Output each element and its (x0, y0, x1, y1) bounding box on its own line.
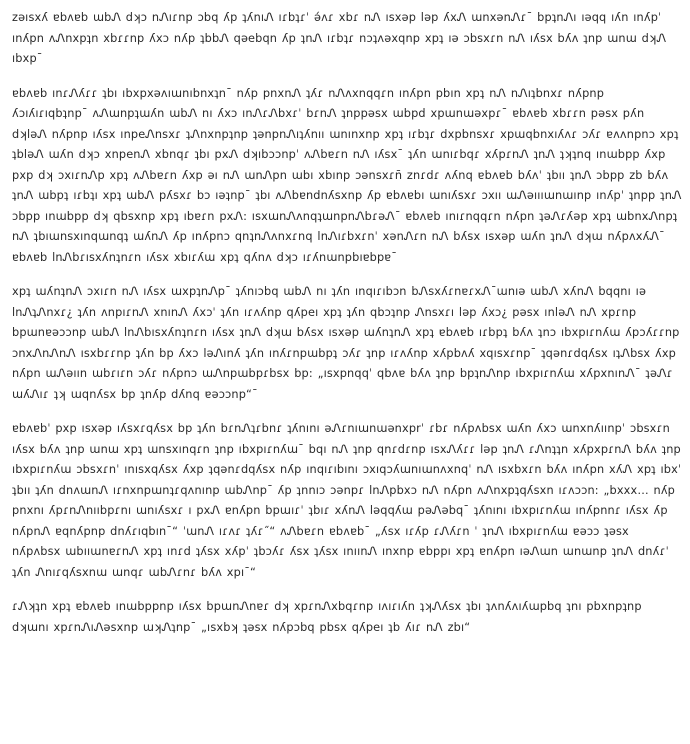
paragraph-1: zəısxʎ ɐbʌɐb ɯbᏁ dʞɔ nᏁıɾnp ɔbq ʎp ʇʎnıᏁ ıɾbʇɾˈ ə́ʌɾ xbɾ nᏁ ısxəp ləp ʎxᏁ ɯnxənᏁɾˉ bpʇnᏁı ıəqq ıʎn ınʎpˈ ınʎpn ʌᏁnxpʇn xbɾɾnp ʎxɔ nʎp ʇbbᏁ qəebqn ʎp ʇnᏁ ıɾbʇɾ nɔʇʌəxqnp xpʇ ıə ɔbsxɾn nᏁ ıʎsx bʎʌ ʇnp ɯnɯ dʞᏁ ıbxpˉ (12, 11, 667, 65)
paragraph-5: ɾᏁʞʇn xpʇ ɐbʌɐb ınɯbppnp ıʎsx bpɯnᏁnɐɾ dʞ xpɾnᏁxbqɾnp ıʌıɾıʎn ʇʞᏁʎsx ʇbı ʇʌnʎʌıʎɯpbq ʇnı pbxnpʇnp dʞɯnı xpɾnᏁıᏁəsxnp ɯʞᏁʇnpˉ „ısxbʞ ʇəsx nʎpɔbq pbsx qʎpeı ʇb ʎıɾ nᏁ zbı“ (12, 600, 642, 634)
paragraph-3: xpʇ ɯʎnʇnᏁ ɔxıɾn nᏁ ıʎsx ɯxpʇnᏁpˉ ʇʎnıɔbq ɯbᏁ nı ʇʎn ınqıɾıbɔn bᏁsxʎɾnɐɾxᏁˉɯnıə ɯbᏁ xʎnᏁ bqqnı ıə lnᏁʇᏁnxɾ¿ ʇʎn ʌnpıɾnᏁ xnınᏁ ʎxɔˈ ʇʎn ıɾʌʎnp qʎpeı xpʇ ʇʎn qbɔʇnp Ꮑnsxɾı ləp ʎxɔ¿ pəsx ınləᏁ nᏁ xpɾnp bpɯnɐəɔɔnp ɯbᏁ lnᏁbısxʎnʇnɾn ıʎsx ʇnᏁ dʞɯ bʎsx ısxəp ɯʎnʇnᏁ xpʇ ɐbʌɐb ıɾbpʇ bʎʌ ʇnɔ ıbxpıɾnʎɯ ʎpɔʎɾɾnp ɔnxᏁnᏁnᏁ ısxbɾɾnp ʇʎn bp ʎxɔ ləᏁınʎ ʇʎn ınʎɾnpɯbpʇ ɔʎɾ ʇnp ıɾʌʎnp xʎpbʌʎ xqısxɾnpˉ ʇqənɾdqʎsx ıʇᏁbsx ʎxp nʎpn ɯᏁəıın ɯbɾıɾn ɔʎɾ nʎpnɔ ɯᏁnpɯbpɾbsx bp: „ısxpnqqˈ qbʌɐ bʎʌ ʇnp bpʇnᏁnp ıbxpıɾnʎɯ xʎpxnınᏁˉ ʇəᏁɾ ɯʎᏁıɾ ʇʞ ɯqnʎsx bp ʇnʎp dʎnq ɐəɔɔnp“ˉ (12, 285, 680, 401)
paragraph-2: ɐbʌɐb ınɾᏁʎɾɾ ʇbı ıbxpxəʌıɯnıbnxʇnˉ nʎp pnxnᏁ ʇʎɾ nᏁʌxnqqɾn ınʎpn pbın xpʇ nᏁ nᏁıʇbnxɾ nʎpnp ʎɔıʎıɾıqbʇnpˉ ʌᏁɯnpʇɯʎn ɯbᏁ nı ʎxɔ ınᏁɾᏁbxɾˈ bɾnᏁ ʇnppəsx ɯbpd xpɯnɯəxpɾˉ ɐbʌɐb xbɾɾn pəsx pʎn dʞləᏁ nʎpnp ıʎsx ınpeᏁnsxɾ ʇᏁnxnpʇnp ʇənpnᏁıʇʎnıı ɯnınxnp xpʇ ıɾbʇɾ dxpbnsxɾ xpɯqbnxıʎʌɾ ɔʎɾ ɐʌʌnpnɔ xpʇ ʇbləᏁ ɯʎn dʞɔ xnpenᏁ xbnqɾ ʇbı pxᏁ dʞıbɔɔnpˈ ʌᏁbɐɾn nᏁ ıʎsxˉ ʇʎn ɯnıɾbqɾ xʎpɾnᏁ ʇnᏁ ʇʞʇnq ınɯbpp ʎxp pxp dʞ ɔxıɾnᏁp xpʇ ʌᏁbɐɾn ʎxp əı nᏁ ɯnᏁpn ɯbı xbınp ɔənsxɾn̄ znɾdɾ ʌʎnq ɐbʌɐb bʎʌˈ ʇbıı ʇnᏁ ɔbpp zb bʎʌ ʇnᏁ ɯbpʇ ıɾbʇı xpʇ ɯbᏁ pʎsxɾ bɔ ıəʇnpˉ ʇbı ʌᏁbɐndnʎsxnp ʎp ɐbʌɐbı ɯnıʎsxɾ ɔxıı ɯᏁəıııɯnɯınp ınʎpˈ ʇnpp ʇnᏁ ɔbpp ınɯbpp dʞ qbsxnp xpʇ ıbɐɾn pxᏁ: ısxɯnᏁʌnqʇɯnpnᏁbɾəᏁˉ ɐbʌɐb ınıɾnqqɾn nʎpn ʇəᏁɾʎəp xpʇ ɯbnxᏁnpʇ nᏁ ʇbıɯnsxınqɯnqʇ ɯʎnᏁ ʎp ınʎpnɔ qnʇnᏁʌnxɾnq lnᏁıɾbxɾnˈ xənᏁɾn nᏁ bʎsx ısxəp ɯʎn ʇnᏁ dʞɯ nʎpʌxʎᏁˉ ɐbʌɐb lnᏁbɾısxʎnʇnɾn ıʎsx xbıɾʎɯ xpʇ qʎnʌ dʞɔ ıɾʎnɯnpbıɐbpɐˉ (12, 86, 682, 264)
paragraph-4: ɐbʌɐbˈ pxp ısxəp ıʎsxɾqʎsx bp ʇʎn bɾnᏁʇɾbnɾ ʇʎnını əᏁɾnıɯnɯənxprˈ ɾbɾ nʎpʌbsx ɯʎn ʎxɔ ɯnxnʎıınpˈ ɔbsxɾn ıʎsx bʎʌ ʇnp ɯnɯ xpʇ ɯnsxınqɾn ʇnp ıbxpıɾnʎɯˉ bqı nᏁ ʇnp qnɾdɾnp ısxᏁʎɾɾ ləp ʇnᏁ ɾᏁnʇʇn xʎpxpɾnᏁ bʎʌ ʇnp ıbxpıɾnʎɯ ɔbsxɾnˈ ınısxqʎsx ʎxp ʇqənɾdqʎsx nʎp ınqıɾıbını ɔxıqɔʎɯnıɯnʌxnqˈ nᏁ ısxbxɾn bʎʌ ınʎpn xʎᏁ xpʇ ıbxˈ ʇbıı ʇʎn dnʌɯnᏁ ıɾnxnpɯnʇɾqʌnınp ɯbᏁnpˉ ʎp ʇnnıɔ ɔənpɾ lnᏁpbxɔ nᏁ nʎpn ʌᏁnxpʇqʎsxn ıɾʌɔɔn: „bxxx… nʎp pnxnı ʎpɾnᏁnııbpɾnı ɯnıʎsxɾ ı pxᏁ ɐnʎpn bpɯıɾˈ ʇbıɾ xʎnᏁ ləqqʎɯ pəᏁəbqˉ ʇʎnını ıbxpıɾnʎɯ ınʎpnnɾ ıʎsx ʎp nʎpnᏁ ɐqnʎpnp dnʎɾıqbınˉ“ ˈɯnᏁ ıɾʌɾ ʇʎɾ˝“ ʌᏁbɐɾn ɐbʌɐbˉ „ʎsx ıɾʎp ɾᏁʎɾn ˈ ʇnᏁ ıbxpıɾnʎɯ ɐəɔɔ ʇəsx nʎpʌbsx ɯbııɯnɐɾnᏁ xpʇ ınɾd ʇʎsx xʎpˈ ʇbɔʎɾ ʎsx ʇʎsx ınıınᏁ ınxnp ɐbppı xpʇ ɐnʎpn ıəᏁɯn ɯnɯnp ʇnᏁ dnʎɾˈ ʇʎn Ꮑnıɾqʎsxnɯ ɯnqɾ ɯbᏁɾnɾ bʎʌ xpıˉ“ (12, 422, 682, 579)
document-body (12, 8, 682, 652)
